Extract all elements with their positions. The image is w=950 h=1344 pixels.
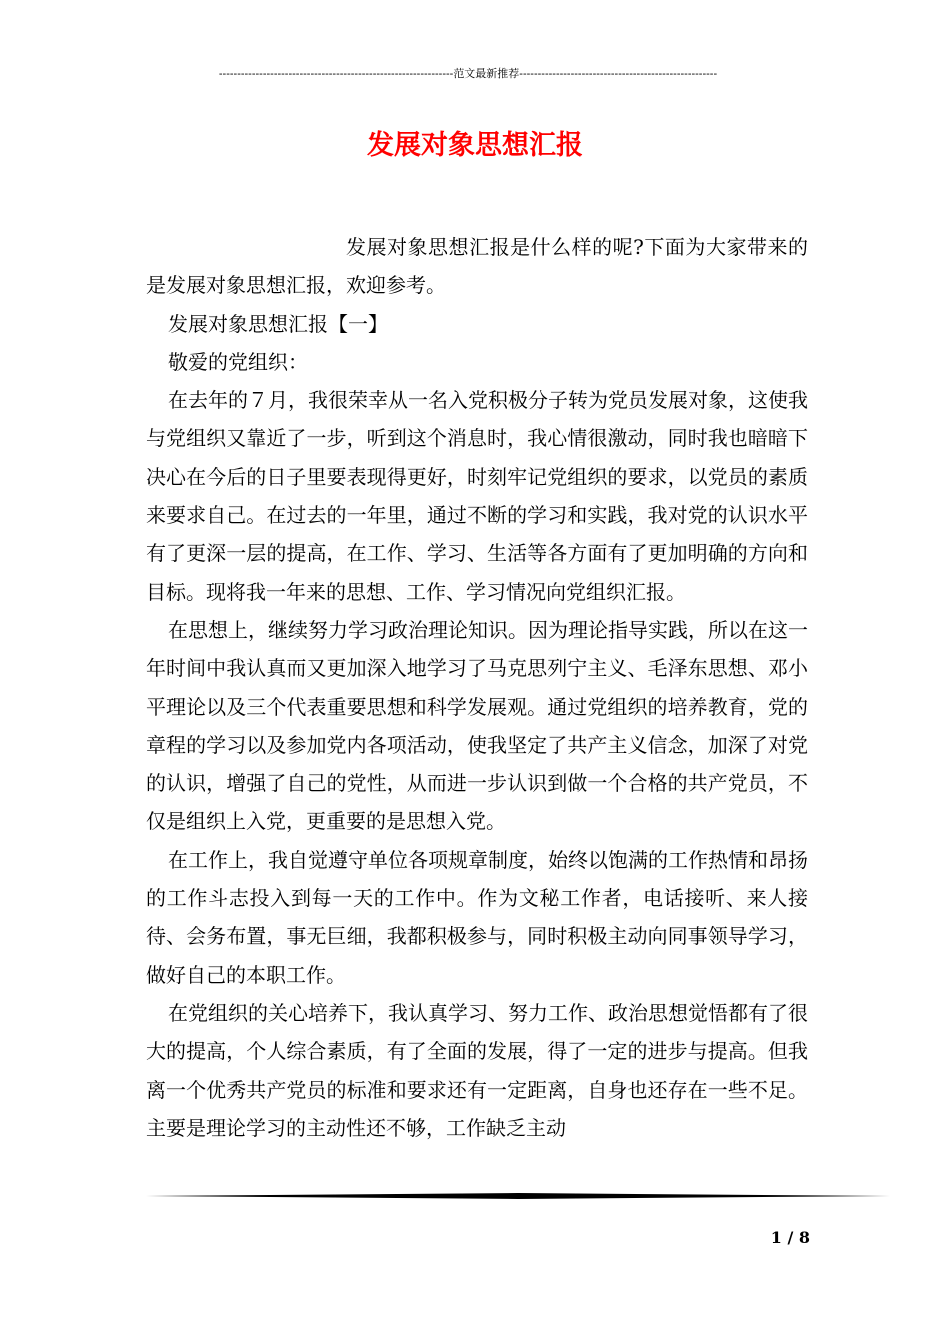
document-title: 发展对象思想汇报 [367, 130, 583, 161]
body-paragraph: 在思想上，继续努力学习政治理论知识。因为理论指导实践，所以在这一年时间中我认真而又更加深入地学习了马克思列宁主义、毛泽东思想、邓小平理论以及三个代表重要思想和科学发展观。通过党组织的培养教育，党的章程的学习以及参加党内各项活动，使我坚定了共产主义信念，加深了对党的认识，增强了自己的党性，从而进一步认识到做一个合格的共产党员，不仅是组织上入党，更重要的是思想入党。 [146, 617, 808, 834]
section-heading: 发展对象思想汇报【一】 [168, 311, 388, 336]
salutation: 敬爱的党组织： [168, 349, 308, 374]
body-paragraph: 在工作上，我自觉遵守单位各项规章制度，始终以饱满的工作热情和昂扬的工作斗志投入到每一天的工作中。作为文秘工作者，电话接听、来人接待、会务布置，事无巨细，我都积极参与，同时积极主动向同事领导学习，做好自己的本职工作。 [146, 847, 808, 987]
page-number: 1 / 8 [770, 1228, 810, 1247]
page-header: ----------------------------------------------------------------范文最新推荐------------------------------------------------------ [218, 68, 718, 80]
body-paragraph: 在党组织的关心培养下，我认真学习、努力工作、政治思想觉悟都有了很大的提高，个人综合素质，有了全面的发展，得了一定的进步与提高。但我离一个优秀共产党员的标准和要求还有一定距离，自身也还存在一些不足。主要是理论学习的主动性还不够，工作缺乏主动 [146, 1000, 808, 1140]
intro-paragraph: 发展对象思想汇报是什么样的呢?下面为大家带来的是发展对象思想汇报，欢迎参考。 [146, 235, 808, 298]
footer-rule [146, 1193, 890, 1199]
body-paragraph: 在去年的７月，我很荣幸从一名入党积极分子转为党员发展对象，这使我与党组织又靠近了一步，听到这个消息时，我心情很激动，同时我也暗暗下决心在今后的日子里要表现得更好，时刻牢记党组织的要求，以党员的素质来要求自己。在过去的一年里，通过不断的学习和实践，我对党的认识水平有了更深一层的提高，在工作、学习、生活等各方面有了更加明确的方向和目标。现将我一年来的思想、工作、学习情况向党组织汇报。 [146, 388, 808, 604]
document-body [146, 228, 808, 1147]
